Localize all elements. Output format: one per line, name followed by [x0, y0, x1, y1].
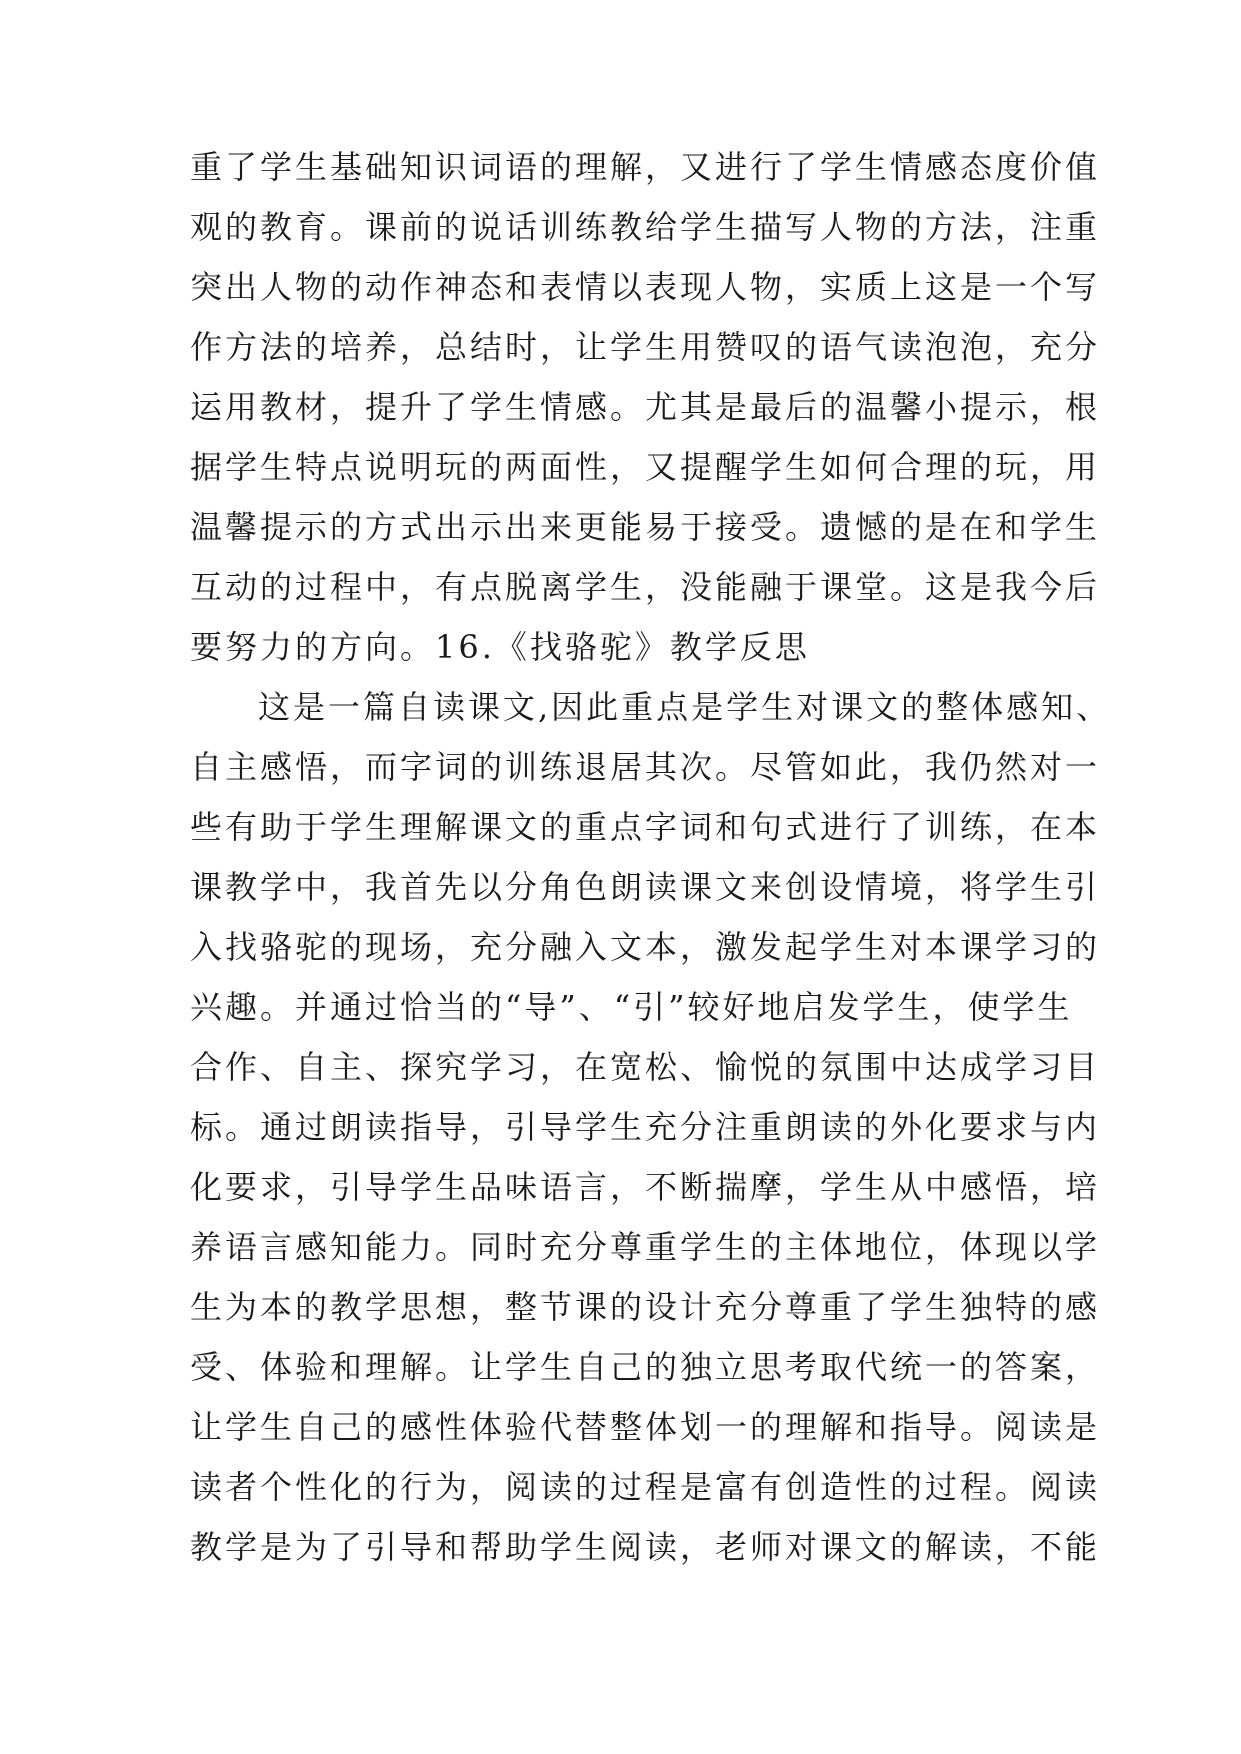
- text-line: 些有助于学生理解课文的重点字词和句式进行了训练，在本: [190, 808, 1101, 846]
- text-line: 据学生特点说明玩的两面性，又提醒学生如何合理的玩，用: [190, 448, 1101, 486]
- text-line: 受、体验和理解。让学生自己的独立思考取代统一的答案，: [190, 1348, 1101, 1386]
- text-line: 养语言感知能力。同时充分尊重学生的主体地位，体现以学: [190, 1228, 1101, 1266]
- paragraph-reflection: [190, 677, 1112, 1577]
- text-line: 作方法的培养，总结时，让学生用赞叹的语气读泡泡，充分: [190, 328, 1101, 366]
- text-line: 温馨提示的方式出示出来更能易于接受。遗憾的是在和学生: [190, 508, 1101, 546]
- text-line: 突出人物的动作神态和表情以表现人物，实质上这是一个写: [190, 268, 1101, 306]
- text-line: 观的教育。课前的说话训练教给学生描写人物的方法，注重: [190, 208, 1101, 246]
- text-line: 合作、自主、探究学习，在宽松、愉悦的氛围中达成学习目: [190, 1048, 1101, 1086]
- text-line: 要努力的方向。16.《找骆驼》教学反思: [190, 628, 810, 666]
- text-line: 化要求，引导学生品味语言，不断揣摩，学生从中感悟，培: [190, 1168, 1101, 1206]
- text-line-first: 这是一篇自读课文,因此重点是学生对课文的整体感知、: [258, 688, 1112, 726]
- text-line: 兴趣。并通过恰当的“导”、“引”较好地启发学生，使学生: [190, 988, 1073, 1026]
- text-line: 读者个性化的行为，阅读的过程是富有创造性的过程。阅读: [190, 1468, 1101, 1506]
- text-line: 入找骆驼的现场，充分融入文本，激发起学生对本课学习的: [190, 928, 1101, 966]
- text-line: 自主感悟，而字词的训练退居其次。尽管如此，我仍然对一: [190, 748, 1101, 786]
- text-line: 让学生自己的感性体验代替整体划一的理解和指导。阅读是: [190, 1408, 1101, 1446]
- text-line: 课教学中，我首先以分角色朗读课文来创设情境，将学生引: [190, 868, 1101, 906]
- text-line: 生为本的教学思想，整节课的设计充分尊重了学生独特的感: [190, 1288, 1101, 1326]
- paragraph-continued: [190, 137, 1101, 677]
- text-line: 教学是为了引导和帮助学生阅读，老师对课文的解读，不能: [190, 1528, 1101, 1566]
- text-line: 重了学生基础知识词语的理解，又进行了学生情感态度价值: [190, 148, 1101, 186]
- text-line: 互动的过程中，有点脱离学生，没能融于课堂。这是我今后: [190, 568, 1101, 606]
- text-line: 运用教材，提升了学生情感。尤其是最后的温馨小提示，根: [190, 388, 1101, 426]
- text-line: 标。通过朗读指导，引导学生充分注重朗读的外化要求与内: [190, 1108, 1101, 1146]
